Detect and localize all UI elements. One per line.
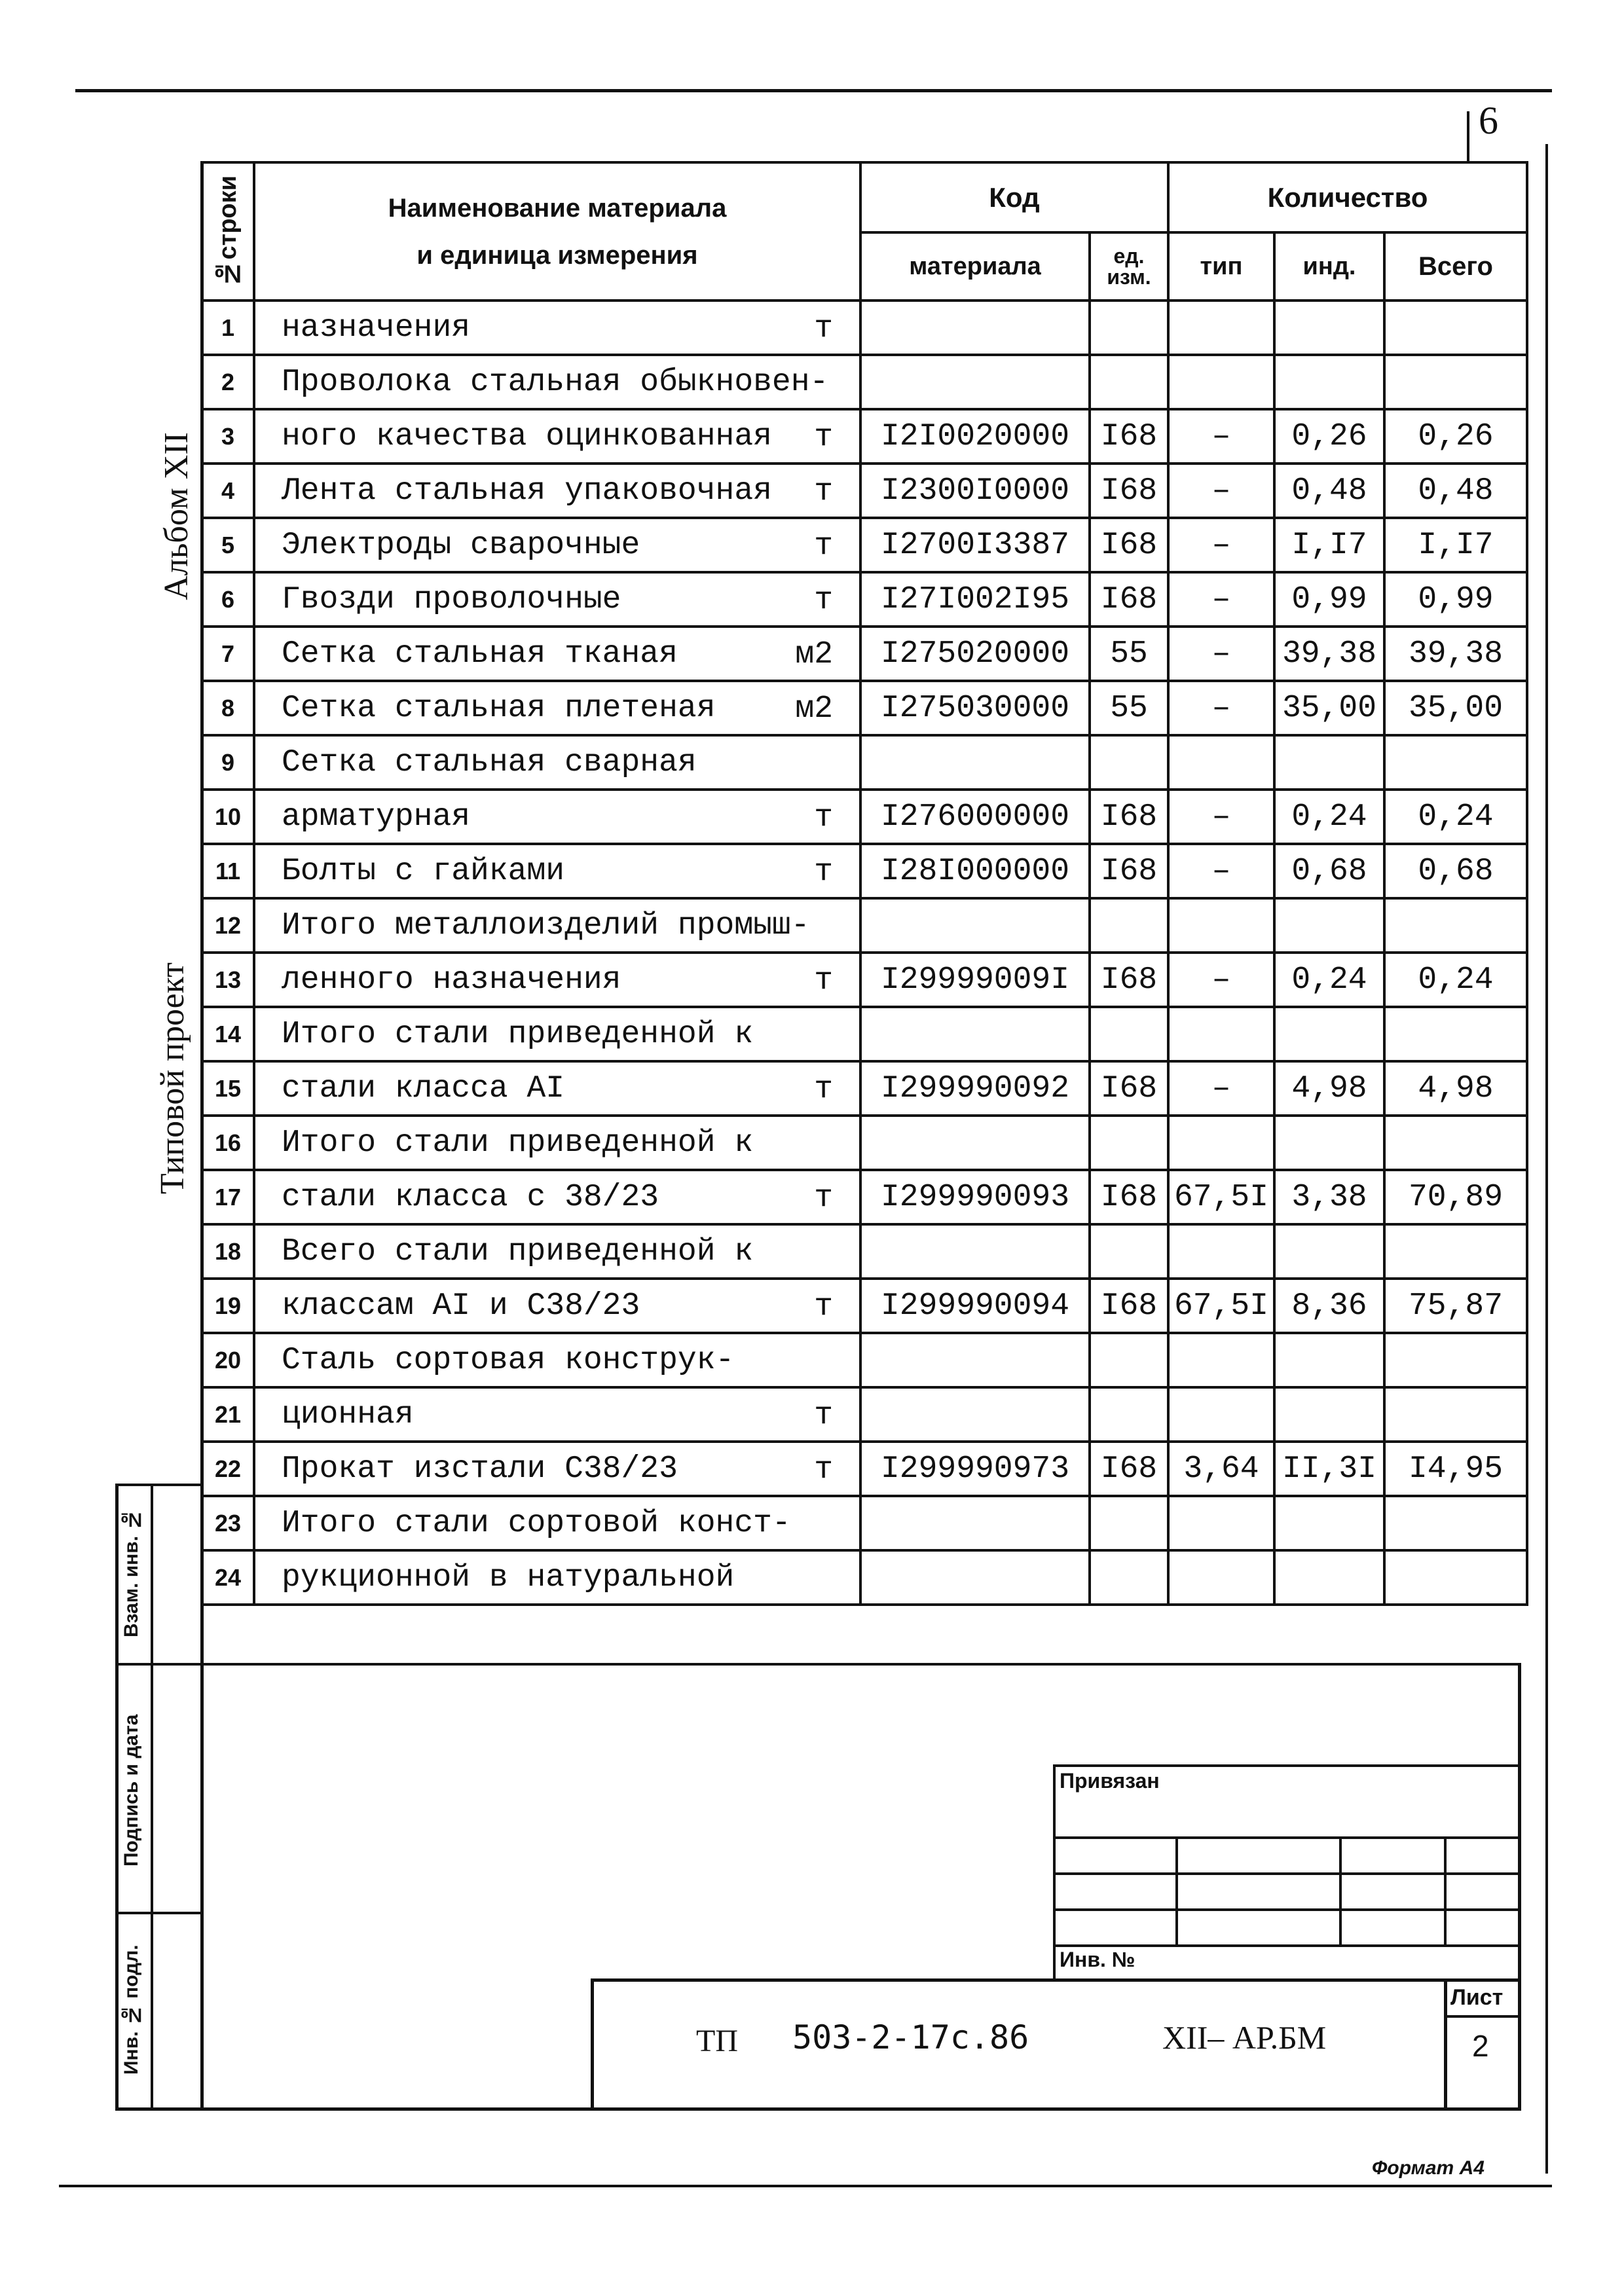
qty-ind-cell <box>1274 1333 1384 1387</box>
quantity-group-header: Количество <box>1168 162 1527 232</box>
unit-code-cell <box>1090 1550 1168 1605</box>
qty-type-header: тип <box>1168 232 1274 301</box>
row-number-cell: 20 <box>202 1333 254 1387</box>
unit-code-cell: I68 <box>1090 790 1168 844</box>
material-name-cell <box>254 898 860 953</box>
qty-total-cell: I4,95 <box>1384 1442 1527 1496</box>
material-name-text: арматурная <box>282 799 471 835</box>
row-number-cell: 22 <box>202 1442 254 1496</box>
unit-code-cell <box>1090 735 1168 790</box>
material-code-cell: I299990094 <box>860 1279 1090 1333</box>
material-unit: т <box>814 1289 833 1324</box>
material-name-cell <box>254 1496 860 1550</box>
title-strip-left <box>591 1978 594 2109</box>
qty-total-cell: 0,24 <box>1384 790 1527 844</box>
material-name-cell <box>254 1550 860 1605</box>
table-row <box>202 1442 1527 1496</box>
qty-ind-cell <box>1274 1224 1384 1279</box>
table-row <box>202 844 1527 898</box>
qty-total-cell <box>1384 1387 1527 1442</box>
unit-code-cell: I68 <box>1090 518 1168 572</box>
side-album-label: Альбом XII <box>158 432 195 600</box>
privyazan-top <box>1053 1764 1521 1767</box>
qty-type-cell: – <box>1168 572 1274 627</box>
material-name-cell <box>254 1279 860 1333</box>
top-rule <box>75 89 1552 92</box>
code-group-header: Код <box>860 162 1168 232</box>
material-name-cell <box>254 953 860 1007</box>
material-unit: т <box>814 1398 833 1433</box>
material-code-cell <box>860 301 1090 355</box>
material-name-text: Итого стали сортовой конст- <box>282 1505 791 1541</box>
unit-code-cell: I68 <box>1090 1170 1168 1224</box>
material-name-text: Итого стали приведенной к <box>282 1125 754 1161</box>
row-number-cell: 16 <box>202 1116 254 1170</box>
material-name-cell <box>254 1061 860 1116</box>
row-number-cell: 14 <box>202 1007 254 1061</box>
qty-type-cell: – <box>1168 464 1274 518</box>
qty-type-cell <box>1168 301 1274 355</box>
material-unit: т <box>814 528 833 564</box>
unit-code-cell <box>1090 1116 1168 1170</box>
side-project-label: Типовой проект <box>154 962 191 1194</box>
table-row <box>202 953 1527 1007</box>
qty-type-cell <box>1168 355 1274 409</box>
table-row <box>202 572 1527 627</box>
material-name-cell <box>254 518 860 572</box>
row-number-cell: 6 <box>202 572 254 627</box>
material-code-cell: I299990092 <box>860 1061 1090 1116</box>
material-name-text: Электроды сварочные <box>282 527 640 563</box>
material-code-cell <box>860 1224 1090 1279</box>
material-name-text: Сетка стальная плетеная <box>282 690 716 726</box>
material-name-text: ленного назначения <box>282 962 621 998</box>
table-row <box>202 1061 1527 1116</box>
table-row <box>202 1007 1527 1061</box>
material-name-cell <box>254 409 860 464</box>
qty-total-cell: I,I7 <box>1384 518 1527 572</box>
qty-type-cell: – <box>1168 409 1274 464</box>
material-code-cell <box>860 1007 1090 1061</box>
qty-type-cell: – <box>1168 953 1274 1007</box>
sheet-label: Лист <box>1450 1985 1504 2010</box>
row-number-cell: 2 <box>202 355 254 409</box>
qty-total-cell: 75,87 <box>1384 1279 1527 1333</box>
qty-ind-cell <box>1274 301 1384 355</box>
row-number-cell: 24 <box>202 1550 254 1605</box>
project-code: 503-2-17с.86 <box>792 2018 1029 2056</box>
qty-ind-cell: 0,68 <box>1274 844 1384 898</box>
qty-type-cell <box>1168 1224 1274 1279</box>
material-name-cell <box>254 355 860 409</box>
row-number-cell: 12 <box>202 898 254 953</box>
qty-total-cell <box>1384 1550 1527 1605</box>
qty-total-header: Всего <box>1384 232 1527 301</box>
qty-total-cell <box>1384 1333 1527 1387</box>
unit-code-cell <box>1090 1224 1168 1279</box>
material-name-cell <box>254 1387 860 1442</box>
material-unit: т <box>814 474 833 509</box>
qty-ind-cell: 4,98 <box>1274 1061 1384 1116</box>
material-unit: т <box>814 1452 833 1487</box>
privyazan-col-3 <box>1444 1836 1447 1944</box>
table-row <box>202 898 1527 953</box>
material-unit: м2 <box>795 691 833 727</box>
qty-total-cell: 39,38 <box>1384 627 1527 681</box>
material-code-cell <box>860 1387 1090 1442</box>
stamp-right-border <box>200 161 204 2110</box>
qty-type-cell: – <box>1168 518 1274 572</box>
table-row <box>202 355 1527 409</box>
unit-code-cell <box>1090 1387 1168 1442</box>
tp-label: ТП <box>696 2024 738 2058</box>
unit-code-cell <box>1090 1496 1168 1550</box>
qty-ind-cell: 0,24 <box>1274 953 1384 1007</box>
row-number-cell: 10 <box>202 790 254 844</box>
qty-ind-cell <box>1274 1116 1384 1170</box>
material-code-cell <box>860 1496 1090 1550</box>
material-name-text: Сталь сортовая конструк- <box>282 1342 735 1378</box>
material-code-cell <box>860 898 1090 953</box>
qty-total-cell: 0,26 <box>1384 409 1527 464</box>
row-number-cell: 4 <box>202 464 254 518</box>
table-row <box>202 790 1527 844</box>
material-unit: т <box>814 1180 833 1216</box>
material-name-cell <box>254 790 860 844</box>
stamp-vzam-label: Взам. инв. № <box>120 1508 142 1637</box>
format-label: Формат А4 <box>1372 2157 1485 2179</box>
unit-code-cell: 55 <box>1090 681 1168 735</box>
title-strip-top <box>591 1978 1521 1982</box>
qty-ind-cell: 0,24 <box>1274 790 1384 844</box>
stamp-inv-podl-label: Инв. № подл. <box>120 1944 142 2075</box>
material-code-cell <box>860 735 1090 790</box>
stamp-podpis-label: Подпись и дата <box>120 1714 142 1867</box>
table-row <box>202 681 1527 735</box>
unit-code-cell: I68 <box>1090 1279 1168 1333</box>
qty-type-cell: 67,5I <box>1168 1279 1274 1333</box>
material-name-cell <box>254 1170 860 1224</box>
qty-ind-cell <box>1274 898 1384 953</box>
qty-total-cell <box>1384 1224 1527 1279</box>
qty-type-cell: – <box>1168 1061 1274 1116</box>
material-name-text: ционная <box>282 1396 414 1432</box>
material-code-cell: I299990973 <box>860 1442 1090 1496</box>
privyazan-label: Привязан <box>1060 1769 1160 1793</box>
corner-tick <box>1467 111 1469 164</box>
album-code: XII– АР.БМ <box>1162 2019 1327 2056</box>
material-name-text: Сетка стальная тканая <box>282 636 678 672</box>
table-row <box>202 518 1527 572</box>
material-name-cell <box>254 1224 860 1279</box>
row-number-cell: 17 <box>202 1170 254 1224</box>
row-number-cell: 8 <box>202 681 254 735</box>
material-code-cell: I299990093 <box>860 1170 1090 1224</box>
qty-type-cell: – <box>1168 844 1274 898</box>
material-code-cell <box>860 1333 1090 1387</box>
material-unit: т <box>814 800 833 835</box>
stamp-line-1 <box>115 1663 1521 1666</box>
qty-ind-cell: II,3I <box>1274 1442 1384 1496</box>
material-code-cell: I29999009I <box>860 953 1090 1007</box>
qty-ind-cell <box>1274 1007 1384 1061</box>
qty-ind-cell: 39,38 <box>1274 627 1384 681</box>
qty-total-cell <box>1384 1116 1527 1170</box>
qty-total-cell <box>1384 355 1527 409</box>
table-row <box>202 627 1527 681</box>
stamp-left-border <box>115 1484 119 2110</box>
material-name-cell <box>254 844 860 898</box>
qty-type-cell: – <box>1168 790 1274 844</box>
qty-ind-cell <box>1274 1496 1384 1550</box>
row-number-cell: 21 <box>202 1387 254 1442</box>
unit-code-cell <box>1090 1007 1168 1061</box>
privyazan-line-1 <box>1053 1836 1521 1839</box>
inv-no-label: Инв. № <box>1060 1948 1135 1971</box>
material-code-cell: I2I0020000 <box>860 409 1090 464</box>
material-unit: м2 <box>795 637 833 672</box>
unit-code-cell <box>1090 355 1168 409</box>
material-unit: т <box>814 583 833 618</box>
material-name-text: назначения <box>282 310 471 346</box>
material-unit: т <box>814 963 833 998</box>
privyazan-line-4 <box>1053 1944 1521 1947</box>
material-name-cell <box>254 1007 860 1061</box>
qty-total-cell: 4,98 <box>1384 1061 1527 1116</box>
unit-code-cell: 55 <box>1090 627 1168 681</box>
material-name-text: ного качества оцинкованная <box>282 418 772 454</box>
row-number-cell: 3 <box>202 409 254 464</box>
sheet-box-left <box>1444 1978 1447 2109</box>
qty-ind-header: инд. <box>1274 232 1384 301</box>
stamp-mid-border <box>151 1484 153 2110</box>
unit-code-cell: I68 <box>1090 844 1168 898</box>
material-code-cell <box>860 355 1090 409</box>
right-edge-mark <box>1545 144 1548 2174</box>
sheet-box-divider <box>1444 2015 1521 2018</box>
qty-type-cell <box>1168 898 1274 953</box>
qty-ind-cell <box>1274 355 1384 409</box>
row-number-cell: 18 <box>202 1224 254 1279</box>
unit-code-cell: I68 <box>1090 409 1168 464</box>
table-row <box>202 1279 1527 1333</box>
qty-type-cell: 3,64 <box>1168 1442 1274 1496</box>
row-number-cell: 19 <box>202 1279 254 1333</box>
qty-ind-cell: 3,38 <box>1274 1170 1384 1224</box>
material-name-text: Всего стали приведенной к <box>282 1233 754 1269</box>
unit-code-cell: I68 <box>1090 1442 1168 1496</box>
qty-ind-cell <box>1274 735 1384 790</box>
material-name-cell <box>254 1116 860 1170</box>
qty-type-cell <box>1168 1007 1274 1061</box>
table-row <box>202 1224 1527 1279</box>
material-name-text: классам AI и С38/23 <box>282 1288 640 1324</box>
material-code-cell: I275030000 <box>860 681 1090 735</box>
unit-code-cell: I68 <box>1090 572 1168 627</box>
unit-code-cell: I68 <box>1090 464 1168 518</box>
material-name-text: рукционной в натуральной <box>282 1559 735 1595</box>
table-row <box>202 1170 1527 1224</box>
qty-total-cell: 0,68 <box>1384 844 1527 898</box>
material-code-cell: I2300I0000 <box>860 464 1090 518</box>
qty-total-cell: 0,24 <box>1384 953 1527 1007</box>
qty-ind-cell: 0,99 <box>1274 572 1384 627</box>
table-row <box>202 464 1527 518</box>
frame-right-border <box>1518 1663 1521 2111</box>
material-unit: т <box>814 311 833 346</box>
unit-code-cell <box>1090 301 1168 355</box>
material-unit: т <box>814 1072 833 1107</box>
material-name-cell <box>254 464 860 518</box>
material-name-cell <box>254 627 860 681</box>
material-name-text: Болты с гайками <box>282 853 565 889</box>
material-code-cell: I28I000000 <box>860 844 1090 898</box>
material-name-text: Проволока стальная обыкновен- <box>282 364 829 400</box>
qty-total-cell <box>1384 898 1527 953</box>
qty-total-cell: 35,00 <box>1384 681 1527 735</box>
qty-total-cell: 70,89 <box>1384 1170 1527 1224</box>
qty-total-cell <box>1384 1496 1527 1550</box>
material-name-text: Гвозди проволочные <box>282 581 621 617</box>
qty-ind-cell: 0,26 <box>1274 409 1384 464</box>
material-code-cell: I276000000 <box>860 790 1090 844</box>
table-row <box>202 1387 1527 1442</box>
qty-total-cell: 0,99 <box>1384 572 1527 627</box>
stamp-line-2 <box>115 1912 200 1914</box>
name-header: Наименование материала и единица измерения <box>254 162 860 301</box>
qty-total-cell <box>1384 735 1527 790</box>
material-name-text: Итого металлоизделий промыш- <box>282 907 810 943</box>
stamp-bottom-line <box>115 2107 1521 2111</box>
row-number-cell: 7 <box>202 627 254 681</box>
row-number-header: №строки <box>202 162 254 301</box>
unit-code-cell <box>1090 898 1168 953</box>
qty-total-cell <box>1384 301 1527 355</box>
material-unit: т <box>814 420 833 455</box>
stamp-top-line <box>115 1484 200 1486</box>
row-number-cell: 1 <box>202 301 254 355</box>
material-name-text: Итого стали приведенной к <box>282 1016 754 1052</box>
table-row <box>202 301 1527 355</box>
qty-type-cell <box>1168 1496 1274 1550</box>
material-name-text: Прокат изстали С38/23 <box>282 1451 678 1487</box>
material-code-cell <box>860 1116 1090 1170</box>
qty-ind-cell: 0,48 <box>1274 464 1384 518</box>
material-code-cell: I2700I3387 <box>860 518 1090 572</box>
qty-type-cell: 67,5I <box>1168 1170 1274 1224</box>
table-row <box>202 1116 1527 1170</box>
material-name-text: Лента стальная упаковочная <box>282 473 772 509</box>
material-name-cell <box>254 681 860 735</box>
material-name-cell <box>254 572 860 627</box>
material-name-cell <box>254 1333 860 1387</box>
row-number-cell: 13 <box>202 953 254 1007</box>
table-row <box>202 1550 1527 1605</box>
material-name-cell <box>254 735 860 790</box>
unit-code-cell: I68 <box>1090 953 1168 1007</box>
material-code-cell: I27I002I95 <box>860 572 1090 627</box>
unit-code-cell: I68 <box>1090 1061 1168 1116</box>
materials-rows <box>202 301 1527 1605</box>
qty-type-cell <box>1168 735 1274 790</box>
material-name-text: стали класса AI <box>282 1070 565 1106</box>
material-code-cell: I275020000 <box>860 627 1090 681</box>
corner-page-number: 6 <box>1479 99 1498 142</box>
table-row <box>202 409 1527 464</box>
privyazan-line-2 <box>1053 1872 1521 1875</box>
qty-type-cell <box>1168 1116 1274 1170</box>
qty-total-cell: 0,48 <box>1384 464 1527 518</box>
qty-type-cell: – <box>1168 627 1274 681</box>
qty-type-cell <box>1168 1387 1274 1442</box>
qty-type-cell <box>1168 1550 1274 1605</box>
material-unit: т <box>814 854 833 890</box>
qty-ind-cell <box>1274 1550 1384 1605</box>
row-number-cell: 15 <box>202 1061 254 1116</box>
qty-type-cell: – <box>1168 681 1274 735</box>
row-number-cell: 5 <box>202 518 254 572</box>
qty-total-cell <box>1384 1007 1527 1061</box>
bottom-rule <box>59 2185 1552 2187</box>
code-unit-header: ед. изм. <box>1090 232 1168 301</box>
row-number-cell: 9 <box>202 735 254 790</box>
privyazan-line-3 <box>1053 1908 1521 1911</box>
material-name-cell <box>254 301 860 355</box>
qty-ind-cell <box>1274 1387 1384 1442</box>
privyazan-col-1 <box>1175 1836 1178 1944</box>
table-row <box>202 735 1527 790</box>
material-name-cell <box>254 1442 860 1496</box>
qty-ind-cell: I,I7 <box>1274 518 1384 572</box>
material-name-text: стали класса с 38/23 <box>282 1179 659 1215</box>
qty-ind-cell: 8,36 <box>1274 1279 1384 1333</box>
table-row <box>202 1496 1527 1550</box>
materials-table <box>200 161 1528 1606</box>
material-name-text: Сетка стальная сварная <box>282 744 697 780</box>
row-number-cell: 11 <box>202 844 254 898</box>
qty-type-cell <box>1168 1333 1274 1387</box>
privyazan-col-2 <box>1339 1836 1342 1944</box>
table-row <box>202 1333 1527 1387</box>
code-material-header: материала <box>860 232 1090 301</box>
sheet-number: 2 <box>1472 2029 1489 2063</box>
qty-ind-cell: 35,00 <box>1274 681 1384 735</box>
row-number-cell: 23 <box>202 1496 254 1550</box>
material-code-cell <box>860 1550 1090 1605</box>
unit-code-cell <box>1090 1333 1168 1387</box>
